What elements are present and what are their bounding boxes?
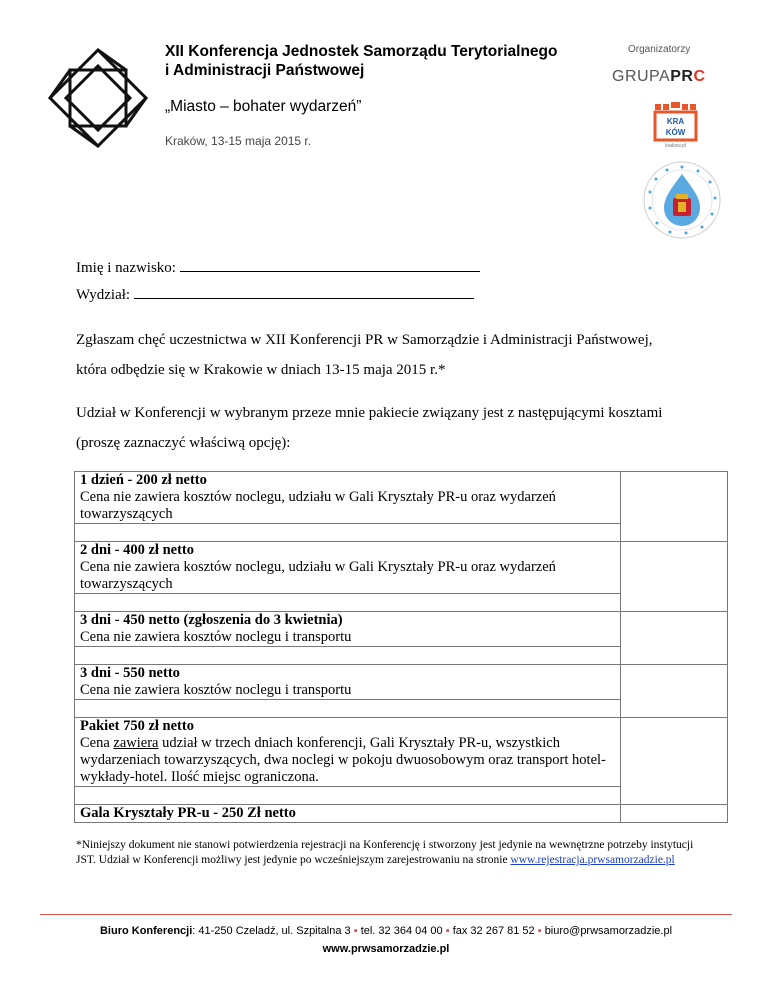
title-line-2: i Administracji Państwowej: [165, 62, 365, 79]
packages-table: [74, 471, 728, 823]
department-field[interactable]: [76, 287, 474, 304]
krakow-url: krakow.pl: [665, 143, 686, 149]
package-desc: [80, 735, 615, 786]
department-line[interactable]: [134, 297, 474, 299]
conference-date: Kraków, 13-15 maja 2015 r.: [165, 134, 312, 148]
separator-icon: ▪: [537, 925, 542, 937]
separator-icon: ▪: [445, 925, 450, 937]
title-line-1: XII Konferencja Jednostek Samorządu Terytorialnego: [165, 43, 558, 60]
bureau-tel: tel. 32 364 04 00: [360, 925, 443, 937]
name-line[interactable]: [180, 270, 480, 272]
krakow-text-top: KRA: [666, 117, 685, 126]
organizers-label: Organizatorzy: [628, 44, 691, 55]
separator-icon: ▪: [353, 925, 358, 937]
name-field[interactable]: [76, 260, 480, 277]
package-row: [75, 472, 728, 524]
package-desc-a: Cena: [80, 735, 114, 751]
package-title: 2 dni - 400 zł netto: [80, 542, 194, 558]
conference-logo-icon: [48, 48, 148, 148]
footer-contact: [40, 925, 732, 937]
spacer-cell: [75, 647, 621, 665]
spacer-cell: [75, 700, 621, 718]
intro-line-1: Zgłaszam chęć uczestnictwa w XII Konferencji PR w Samorządzie i Administracji Państwowej,: [76, 332, 653, 348]
package-desc-b: udział w trzech dniach konferencji, Gali Kryształy PR-u, wszystkich wydarzeniach towarzyszących, dwa noclegi w pokoju dwuosobowym oraz transport hotel-wykłady-hotel. Ilość miejsc ograniczona.: [80, 735, 606, 785]
package-title: 3 dni - 550 netto: [80, 665, 180, 681]
pr-text: PR: [670, 68, 694, 85]
package-row: [75, 718, 728, 787]
package-desc-underlined: zawiera: [113, 735, 159, 751]
package-title: 1 dzień - 200 zł netto: [80, 472, 207, 488]
costs-line-1: Udział w Konferencji w wybranym przeze mnie pakiecie związany jest z następującymi kosztami: [76, 405, 663, 421]
bureau-fax: fax 32 267 81 52: [452, 925, 535, 937]
conference-title: [165, 42, 557, 80]
spacer-cell: [75, 594, 621, 612]
intro-line-2: która odbędzie się w Krakowie w dniach 13-15 maja 2015 r.*: [76, 362, 446, 378]
package-checkbox[interactable]: [621, 542, 728, 612]
package-cell: [75, 472, 621, 524]
package-cell: [75, 612, 621, 647]
krakow-text-bottom: KÓW: [665, 128, 686, 137]
package-checkbox[interactable]: [621, 718, 728, 805]
footer-divider: [40, 914, 732, 915]
bureau-email[interactable]: biuro@prwsamorzadzie.pl: [544, 925, 673, 937]
package-row: [75, 805, 728, 823]
package-checkbox[interactable]: [621, 665, 728, 718]
package-row: [75, 612, 728, 647]
registration-link[interactable]: www.rejestracja.prwsamorzadzie.pl: [510, 854, 675, 866]
package-desc: Cena nie zawiera kosztów noclegu i transportu: [80, 682, 352, 698]
package-cell: [75, 718, 621, 787]
package-desc: Cena nie zawiera kosztów noclegu, udziału w Gali Kryształy PR-u oraz wydarzeń towarzyszących: [80, 489, 556, 522]
package-row: [75, 542, 728, 594]
package-cell: [75, 805, 621, 823]
krakow-logo-icon: [653, 102, 698, 149]
conference-subtitle: „Miasto – bohater wydarzeń”: [165, 98, 362, 115]
spacer-cell: [75, 787, 621, 805]
package-desc: Cena nie zawiera kosztów noclegu, udziału w Gali Kryształy PR-u oraz wydarzeń towarzyszących: [80, 559, 556, 592]
bureau-address: : 41-250 Czeladź, ul. Szpitalna 3: [192, 925, 351, 937]
package-title: Gala Kryształy PR-u - 250 Zł netto: [80, 805, 296, 821]
spacer-cell: [75, 524, 621, 542]
package-title: 3 dni - 450 netto (zgłoszenia do 3 kwietnia): [80, 612, 343, 628]
department-label: Wydział:: [76, 287, 131, 303]
c-text: C: [693, 68, 706, 85]
package-cell: [75, 665, 621, 700]
package-row: [75, 665, 728, 700]
footnote-text: *Niniejszy dokument nie stanowi potwierdzenia rejestracji na Konferencję i stworzony jest jedynie na wewnętrzne potrzeby instytucji JST. Udział w Konferencji możliwy jest jedynie po wcześniejszym zarejestrowaniu na stronie: [76, 839, 694, 866]
package-title: Pakiet 750 zł netto: [80, 718, 194, 734]
package-desc: Cena nie zawiera kosztów noclegu i transportu: [80, 629, 352, 645]
intro-paragraph: [76, 325, 653, 385]
grupa-prc-logo: [612, 68, 706, 86]
package-checkbox[interactable]: [621, 612, 728, 665]
package-cell: [75, 542, 621, 594]
grupa-text: GRUPA: [612, 68, 671, 85]
bureau-label: Biuro Konferencji: [99, 925, 193, 937]
name-label: Imię i nazwisko:: [76, 260, 176, 276]
package-checkbox[interactable]: [621, 472, 728, 542]
costs-line-2: (proszę zaznaczyć właściwą opcję):: [76, 435, 291, 451]
seal-logo-icon: [642, 160, 722, 240]
footer-website[interactable]: www.prwsamorzadzie.pl: [322, 943, 450, 955]
costs-paragraph: [76, 398, 662, 458]
footnote: [76, 838, 716, 868]
package-checkbox[interactable]: [621, 805, 728, 823]
